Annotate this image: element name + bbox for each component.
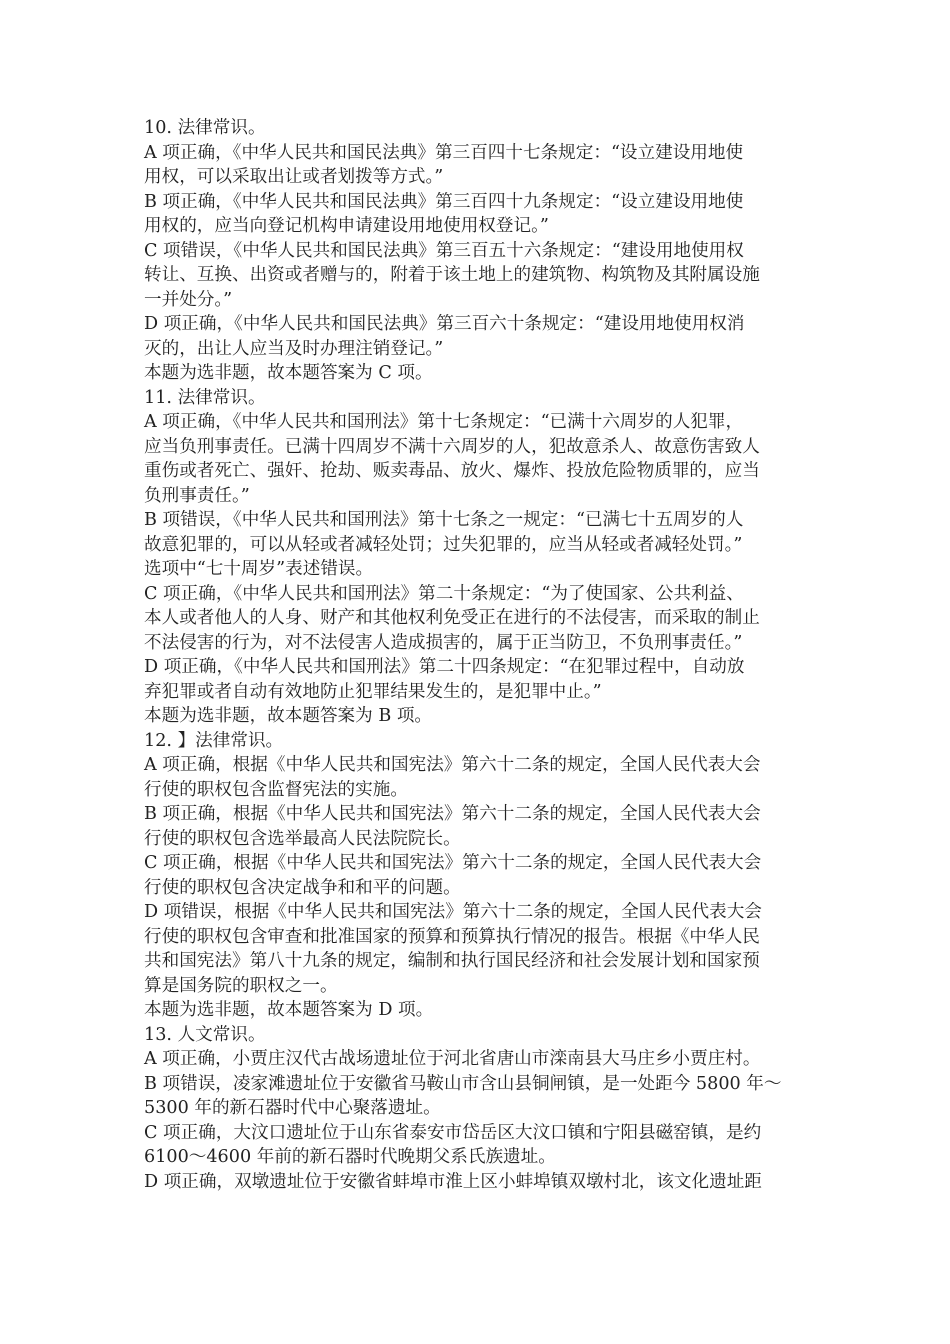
text-line: C 项错误，《中华人民共和国民法典》第三百五十六条规定：“建设用地使用权 — [144, 240, 744, 261]
text-line: B 项正确，《中华人民共和国民法典》第三百四十九条规定：“设立建设用地使 — [144, 191, 744, 212]
document-body — [144, 116, 812, 1194]
text-line: 故意犯罪的，可以从轻或者减轻处罚；过失犯罪的，应当从轻或者减轻处罚。” — [144, 534, 743, 555]
text-line: 本题为选非题，故本题答案为 B 项。 — [144, 706, 433, 726]
text-line: D 项正确，双墩遗址位于安徽省蚌埠市淮上区小蚌埠镇双墩村北，该文化遗址距 — [144, 1171, 762, 1192]
text-line: D 项错误，根据《中华人民共和国宪法》第六十二条的规定，全国人民代表大会 — [144, 902, 762, 922]
text-line: 13. 人文常识。 — [144, 1024, 266, 1045]
text-line: 转让、互换、出资或者赠与的，附着于该土地上的建筑物、构筑物及其附属设施 — [144, 265, 760, 285]
text-line: 12. 】法律常识。 — [144, 730, 284, 751]
text-line: C 项正确，《中华人民共和国刑法》第二十条规定：“为了使国家、公共利益、 — [144, 583, 744, 604]
text-line: 10. 法律常识。 — [144, 118, 266, 138]
text-line: 行使的职权包含选举最高人民法院院长。 — [144, 828, 461, 849]
text-line: B 项错误，《中华人民共和国刑法》第十七条之一规定：“已满七十五周岁的人 — [144, 510, 744, 530]
text-line: 重伤或者死亡、强奸、抢劫、贩卖毒品、放火、爆炸、投放危险物质罪的，应当 — [144, 461, 760, 481]
text-line: D 项正确，《中华人民共和国刑法》第二十四条规定：“在犯罪过程中，自动放 — [144, 657, 745, 677]
text-line: 行使的职权包含审查和批准国家的预算和预算执行情况的报告。根据《中华人民 — [144, 926, 760, 947]
text-line: B 项正确，根据《中华人民共和国宪法》第六十二条的规定，全国人民代表大会 — [144, 804, 761, 824]
text-line: 负刑事责任。” — [144, 485, 250, 506]
text-line: A 项正确，根据《中华人民共和国宪法》第六十二条的规定，全国人民代表大会 — [144, 755, 761, 775]
text-line: D 项正确，《中华人民共和国民法典》第三百六十条规定：“建设用地使用权消 — [144, 314, 745, 334]
text-line: 弃犯罪或者自动有效地防止犯罪结果发生的，是犯罪中止。” — [144, 681, 602, 702]
text-line: 6100～4600 年前的新石器时代晚期父系氏族遗址。 — [144, 1147, 556, 1167]
text-line: 共和国宪法》第八十九条的规定，编制和执行国民经济和社会发展计划和国家预 — [144, 951, 760, 971]
text-line: 用权，可以采取出让或者划拨等方式。” — [144, 167, 444, 187]
text-line: 选项中“七十周岁”表述错误。 — [144, 559, 374, 579]
text-line: 11. 法律常识。 — [144, 387, 266, 408]
text-line: 算是国务院的职权之一。 — [144, 975, 338, 996]
text-line: 应当负刑事责任。已满十四周岁不满十六周岁的人，犯故意杀人、故意伤害致人 — [144, 436, 760, 457]
text-line: 灭的，出让人应当及时办理注销登记。” — [144, 338, 444, 359]
text-line: A 项正确，《中华人民共和国民法典》第三百四十七条规定：“设立建设用地使 — [144, 142, 744, 163]
text-line: 用权的，应当向登记机构申请建设用地使用权登记。” — [144, 216, 549, 236]
text-line: 行使的职权包含监督宪法的实施。 — [144, 779, 408, 800]
text-line: 本题为选非题，故本题答案为 C 项。 — [144, 363, 433, 383]
text-line: 5300 年的新石器时代中心聚落遗址。 — [144, 1098, 441, 1118]
text-line: 本题为选非题，故本题答案为 D 项。 — [144, 1000, 434, 1020]
text-line: A 项正确，小贾庄汉代古战场遗址位于河北省唐山市滦南县大马庄乡小贾庄村。 — [144, 1049, 761, 1069]
text-line: 本人或者他人的人身、财产和其他权利免受正在进行的不法侵害，而采取的制止 — [144, 608, 760, 628]
text-line: 不法侵害的行为，对不法侵害人造成损害的，属于正当防卫，不负刑事责任。” — [144, 632, 743, 653]
text-line: C 项正确，大汶口遗址位于山东省泰安市岱岳区大汶口镇和宁阳县磁窑镇，是约 — [144, 1122, 762, 1143]
text-line: A 项正确，《中华人民共和国刑法》第十七条规定：“已满十六周岁的人犯罪， — [144, 412, 744, 432]
text-line: 一并处分。” — [144, 289, 233, 310]
text-line: B 项错误，凌家滩遗址位于安徽省马鞍山市含山县铜闸镇，是一处距今 5800 年～ — [144, 1073, 782, 1094]
text-line: C 项正确，根据《中华人民共和国宪法》第六十二条的规定，全国人民代表大会 — [144, 853, 762, 873]
text-line: 行使的职权包含决定战争和和平的问题。 — [144, 877, 461, 898]
